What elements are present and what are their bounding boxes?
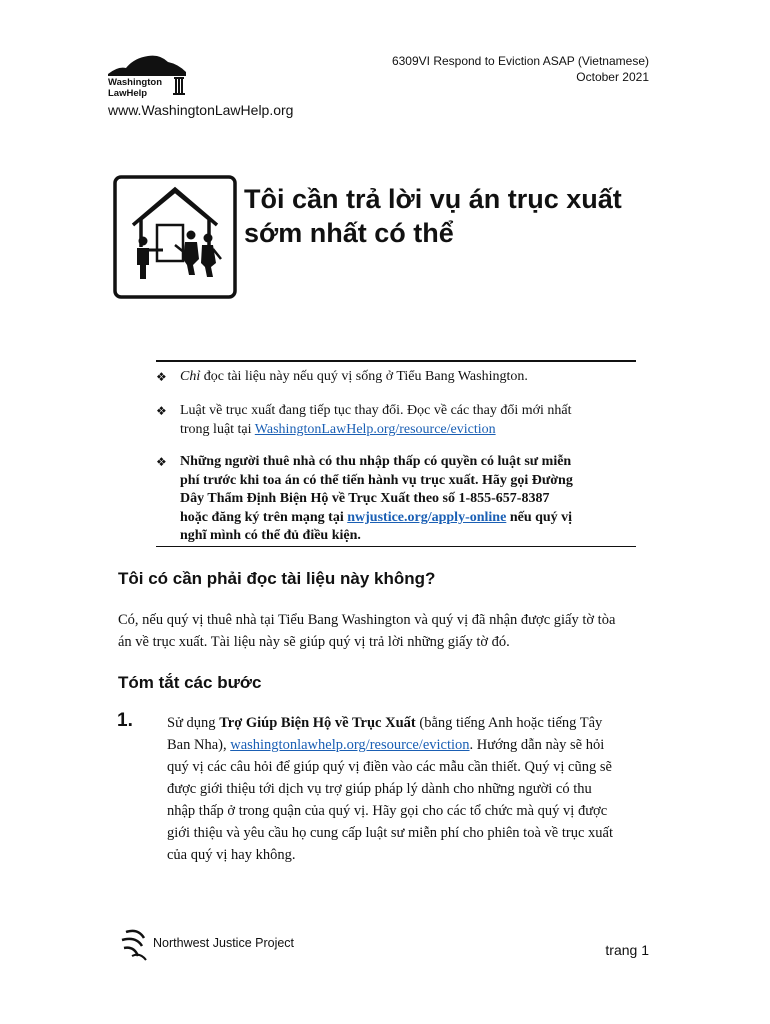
eviction-house-icon [113, 175, 237, 299]
diamond-bullet-icon: ❖ [156, 370, 167, 384]
page-title-line-2: sớm nhất có thể [244, 218, 454, 248]
notice-text: nếu quý vị [506, 509, 573, 525]
notice-box [156, 360, 636, 547]
section-paragraph [118, 609, 678, 653]
page-title-line-1: Tôi cần trả lời vụ án trục xuất [244, 184, 622, 214]
section-heading-read-document: Tôi có cần phải đọc tài liệu này không? [118, 569, 436, 588]
njp-swirl-icon [122, 931, 146, 960]
notice-text: phí trước khi toa án có thể tiến hành vụ trục xuất. Hãy gọi Đường [180, 472, 573, 488]
diamond-bullet-icon: ❖ [156, 404, 167, 418]
page-number: trang 1 [605, 942, 649, 958]
eviction-resource-link[interactable]: WashingtonLawHelp.org/resource/eviction [254, 421, 496, 437]
paragraph-line: Có, nếu quý vị thuê nhà tại Tiểu Bang Washington và quý vị đã nhận được giấy tờ tòa [118, 612, 616, 628]
notice-emphasis: Chỉ [180, 369, 201, 384]
section-heading-steps-summary: Tóm tắt các bước [118, 673, 262, 692]
logo-wordmark [108, 77, 162, 99]
step-line: của quý vị hay không. [167, 847, 296, 863]
step-line: được giới thiệu tới dịch vụ trợ giúp pháp lý dành cho những người có thu [167, 781, 592, 797]
notice-text: Luật về trục xuất đang tiếp tục thay đổi. Đọc về các thay đổi mới nhất [180, 403, 572, 418]
step-text-part: (bằng tiếng Anh hoặc tiếng Tây [415, 715, 603, 731]
notice-text: Dây Thẩm Định Biện Hộ về Trục Xuất theo số 1-855-657-8387 [180, 491, 550, 506]
site-url[interactable]: www.WashingtonLawHelp.org [108, 102, 294, 118]
paragraph-line: án về trục xuất. Tài liệu này sẽ giúp quý vị trả lời những giấy tờ đó. [118, 634, 510, 650]
logo-line-1: Washington [108, 77, 162, 88]
notice-text: Những người thuê nhà có thu nhập thấp có quyền có luật sư miễn [180, 454, 572, 469]
page-title [244, 182, 664, 250]
step-text-part: . Hướng dẫn này sẽ hỏi [469, 737, 605, 753]
document-date: October 2021 [576, 70, 649, 84]
notice-text: đọc tài liệu này nếu quý vị sống ở Tiểu Bang Washington. [200, 369, 528, 384]
footer-org-name: Northwest Justice Project [153, 936, 295, 950]
step-text [167, 712, 662, 866]
document-code [392, 53, 649, 85]
notice-text: trong luật tại [180, 421, 255, 437]
apply-online-link[interactable]: nwjustice.org/apply-online [347, 509, 507, 525]
diamond-bullet-icon: ❖ [156, 455, 167, 469]
step-bold-text: Trợ Giúp Biện Hộ về Trục Xuất [219, 715, 416, 731]
logo-line-2: LawHelp [108, 88, 148, 99]
notice-text: nghĩ mình có thể đủ điều kiện. [180, 528, 361, 543]
step-number: 1. [117, 710, 133, 731]
step-text-part: Ban Nha), [167, 737, 231, 753]
document-code-text: 6309VI Respond to Eviction ASAP (Vietnamese) [391, 54, 649, 68]
step-line: quý vị các câu hỏi để giúp quý vị điền vào các mẫu cần thiết. Quý vị cũng sẽ [167, 759, 612, 775]
eviction-help-link[interactable]: washingtonlawhelp.org/resource/eviction [230, 737, 470, 753]
step-line: giới thiệu và yêu cầu họ cung cấp luật sư miễn phí cho phiên toà về trục xuất [167, 825, 613, 841]
step-line: nhập thấp ở trong quận của quý vị. Hãy gọi cho các tổ chức mà quý vị được [167, 803, 608, 819]
notice-text: hoặc đăng ký trên mạng tại [180, 509, 348, 525]
step-text-part: Sử dụng [167, 715, 220, 731]
